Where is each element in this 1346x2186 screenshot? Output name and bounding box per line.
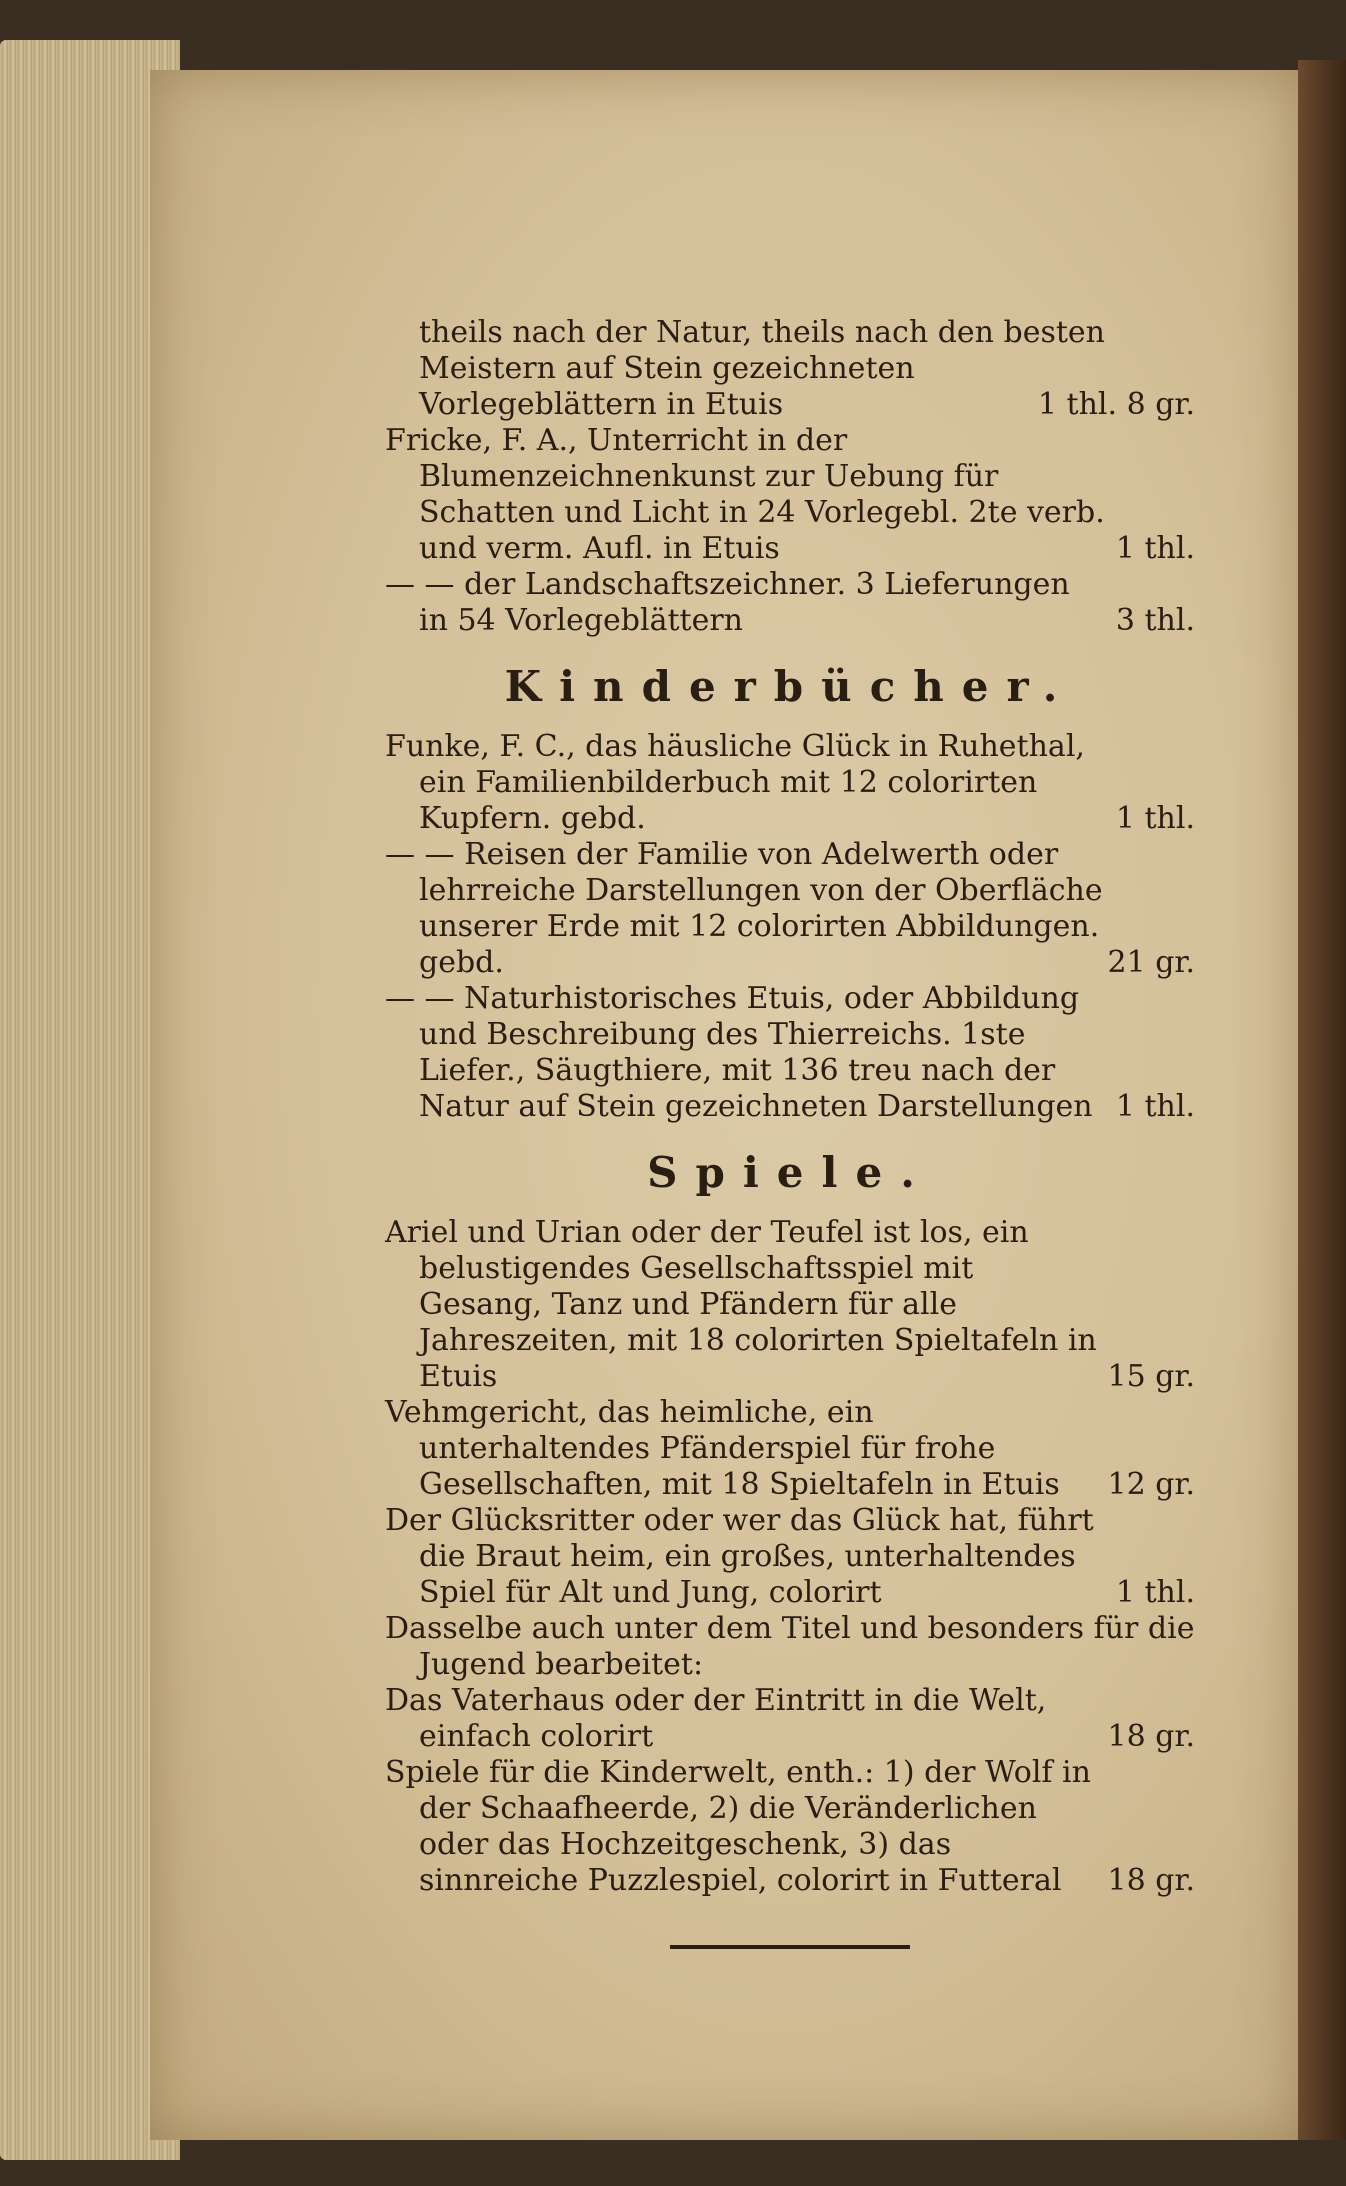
catalog-section-spiele bbox=[385, 1215, 1195, 1899]
catalog-entry bbox=[385, 1395, 1195, 1503]
entry-price: 1 thl. 8 gr. bbox=[1037, 387, 1195, 422]
entry-text: theils nach der Natur, theils nach den besten Meistern auf Stein gezeichneten Vorlegeblättern in Etuis bbox=[419, 315, 1106, 422]
catalog-section-top bbox=[385, 315, 1195, 639]
catalog-entry bbox=[385, 423, 1195, 567]
catalog-entry bbox=[385, 567, 1195, 639]
catalog-entry bbox=[385, 837, 1195, 981]
entry-price: 1 thl. bbox=[1115, 1575, 1195, 1610]
catalog-entry bbox=[385, 1503, 1195, 1611]
entry-text: Vehmgericht, das heimliche, ein unterhaltendes Pfänderspiel für frohe Gesellschaften, mit 18 Spieltafeln in Etuis bbox=[385, 1395, 1060, 1502]
catalog-section-kinderbuecher bbox=[385, 729, 1195, 1125]
catalog-entry bbox=[385, 1611, 1195, 1683]
entry-text: Fricke, F. A., Unterricht in der Blumenzeichnenkunst zur Uebung für Schatten und Licht in 24 Vorlegebl. 2te verb. und verm. Aufl. in Etuis bbox=[385, 423, 1105, 566]
entry-text: Funke, F. C., das häusliche Glück in Ruhethal, ein Familienbilderbuch mit 12 colorirten Kupfern. gebd. bbox=[385, 729, 1085, 836]
entry-text: — — Reisen der Familie von Adelwerth oder lehrreiche Darstellungen von der Oberfläche unserer Erde mit 12 colorirten Abbildungen. gebd. bbox=[385, 837, 1103, 980]
catalog-entry bbox=[385, 729, 1195, 837]
section-heading-kinderbuecher: Kinderbücher. bbox=[504, 662, 1076, 711]
catalog-entry bbox=[385, 981, 1195, 1125]
catalog-entry bbox=[385, 315, 1195, 423]
entry-text: Dasselbe auch unter dem Titel und besonders für die Jugend bearbeitet: bbox=[385, 1611, 1195, 1682]
entry-price: 1 thl. bbox=[1115, 1089, 1195, 1124]
section-heading-spiele: Spiele. bbox=[647, 1148, 933, 1197]
page-text bbox=[385, 315, 1195, 1949]
book-spine bbox=[1298, 60, 1346, 2140]
entry-price: 18 gr. bbox=[1107, 1863, 1195, 1898]
entry-text: Ariel und Urian oder der Teufel ist los, ein belustigendes Gesellschaftsspiel mit Gesang, Tanz und Pfändern für alle Jahreszeiten, mit 18 colorirten Spieltafeln in Etuis bbox=[385, 1215, 1097, 1394]
entry-price: 21 gr. bbox=[1107, 945, 1195, 980]
entry-price: 18 gr. bbox=[1107, 1719, 1195, 1754]
entry-price: 1 thl. bbox=[1115, 531, 1195, 566]
entry-text: Das Vaterhaus oder der Eintritt in die Welt, einfach colorirt bbox=[385, 1683, 1047, 1754]
catalog-entry bbox=[385, 1755, 1195, 1899]
catalog-entry bbox=[385, 1683, 1195, 1755]
catalog-entry bbox=[385, 1215, 1195, 1395]
entry-text: — — Naturhistorisches Etuis, oder Abbildung und Beschreibung des Thierreichs. 1ste Liefer., Säugthiere, mit 136 treu nach der Natur auf Stein gezeichneten Darstellungen bbox=[385, 981, 1093, 1124]
entry-text: Der Glücksritter oder wer das Glück hat, führt die Braut heim, ein großes, unterhaltendes Spiel für Alt und Jung, colorirt bbox=[385, 1503, 1094, 1610]
entry-price: 3 thl. bbox=[1115, 603, 1195, 638]
entry-price: 12 gr. bbox=[1107, 1467, 1195, 1502]
entry-price: 1 thl. bbox=[1115, 801, 1195, 836]
entry-price: 15 gr. bbox=[1107, 1359, 1195, 1394]
closing-rule bbox=[670, 1945, 910, 1949]
entry-text: Spiele für die Kinderwelt, enth.: 1) der Wolf in der Schaafheerde, 2) die Veränderlichen oder das Hochzeitgeschenk, 3) das sinnreiche Puzzlespiel, colorirt in Futteral bbox=[385, 1755, 1091, 1898]
entry-text: — — der Landschaftszeichner. 3 Lieferungen in 54 Vorlegeblättern bbox=[385, 567, 1070, 638]
